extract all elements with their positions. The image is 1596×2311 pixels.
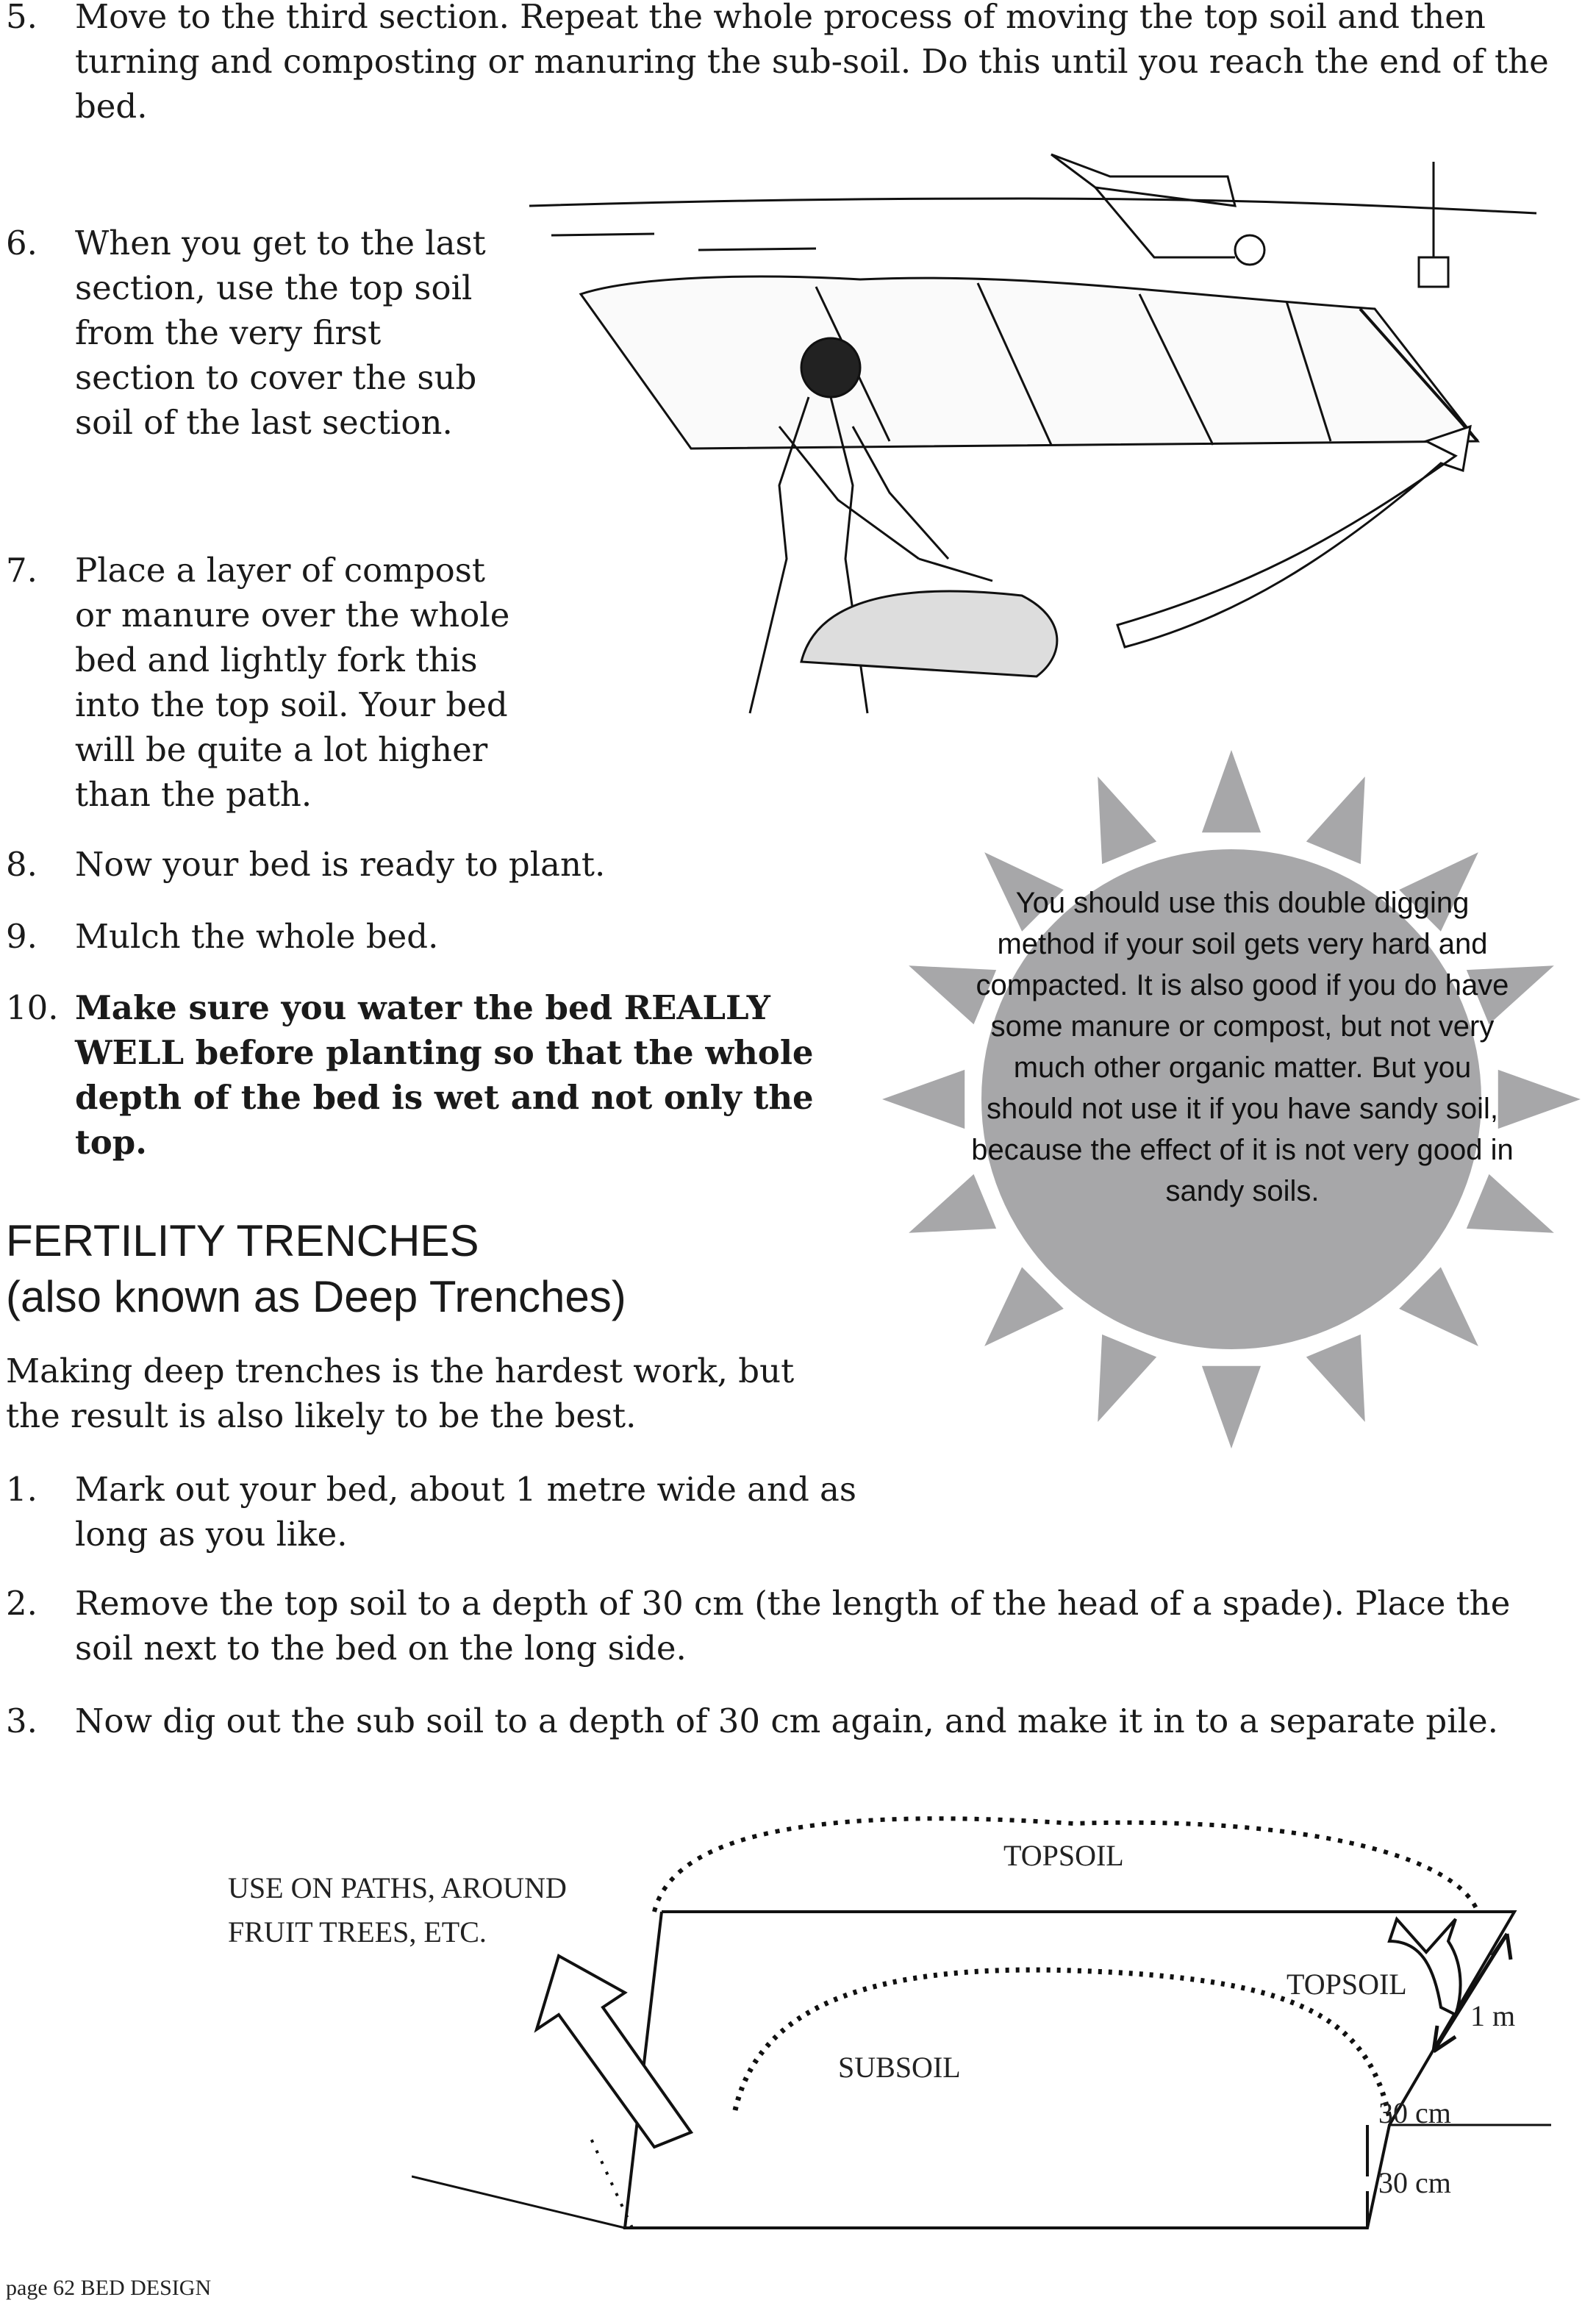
double-digging-illustration (507, 147, 1551, 735)
page-footer: page 62 BED DESIGN (6, 2276, 212, 2300)
label-use-on-paths: USE ON PATHS, AROUND FRUIT TREES, ETC. (228, 1871, 567, 1949)
step-number: 3. (6, 1701, 37, 1740)
wheelbarrow-icon (1051, 154, 1264, 265)
step-number: 8. (6, 845, 37, 884)
step-number: 9. (6, 917, 37, 956)
label-topsoil-right: TOPSOIL (1287, 1968, 1407, 2001)
sun-ray (1306, 1335, 1365, 1422)
step-1 (6, 1467, 859, 1557)
step-text: Remove the top soil to a depth of 30 cm (the length of the head of a spade). Place the soil next to the bed on the long side. (75, 1584, 1511, 1668)
sun-ray (1202, 1366, 1261, 1449)
sun-ray (882, 1070, 965, 1129)
step-8 (6, 842, 851, 887)
label-subsoil: SUBSOIL (838, 2051, 961, 2084)
sun-ray (1098, 1335, 1156, 1422)
step-6 (6, 221, 506, 445)
step-text: Make sure you water the bed REALLY WELL before planting so that the whole depth of the bed is wet and not only the top. (75, 988, 814, 1162)
step-text: Mark out your bed, about 1 metre wide and as long as you like. (75, 1470, 856, 1554)
step-number: 2. (6, 1584, 37, 1623)
spade-icon (1419, 162, 1448, 287)
arrow-to-paths (537, 1956, 691, 2147)
label-width-1m: 1 m (1470, 1999, 1516, 2032)
step-7 (6, 548, 513, 817)
sun-callout-text: You should use this double digging method if your soil gets very hard and compacted. It is also good if you do have some manure or compost, but not very much other organic matter. But you should not use it if you have sandy soil, because the effect of it is not very good in sandy soils. (971, 887, 1514, 1207)
step-number: 6. (6, 224, 37, 262)
step-9 (6, 914, 851, 959)
sun-ray (1098, 776, 1156, 864)
step-5 (6, 0, 1557, 129)
sun-ray (1306, 776, 1365, 864)
step-text: When you get to the last section, use the top soil from the very first section to cover the sub soil of the last section. (75, 224, 486, 442)
step-10 (6, 985, 859, 1165)
step-number: 1. (6, 1470, 37, 1509)
section-title: FERTILITY TRENCHES (6, 1216, 479, 1265)
sun-ray (1399, 1267, 1478, 1346)
step-number: 7. (6, 551, 37, 590)
step-text: Now your bed is ready to plant. (75, 845, 606, 884)
sun-ray (984, 1267, 1064, 1346)
step-text: Move to the third section. Repeat the whole process of moving the top soil and then turning and composting or manuring the sub-soil. Do this until you reach the end of the bed. (75, 0, 1549, 126)
label-depth-30cm-1: 30 cm (1378, 2096, 1451, 2129)
sun-ray (1202, 750, 1261, 832)
label-depth-30cm-2: 30 cm (1378, 2166, 1451, 2199)
step-2 (6, 1581, 1572, 1671)
section-intro: Making deep trenches is the hardest work, but the result is also likely to be the best. (6, 1351, 795, 1435)
section-subtitle: (also known as Deep Trenches) (6, 1272, 626, 1321)
step-number: 10. (6, 988, 59, 1027)
step-text: Place a layer of compost or manure over the whole bed and lightly fork this into the top soil. Your bed will be quite a lot higher than the path. (75, 551, 510, 814)
step-text: Mulch the whole bed. (75, 917, 439, 956)
step-3 (6, 1699, 1572, 1743)
label-topsoil-top: TOPSOIL (1003, 1839, 1124, 1872)
step-number: 5. (6, 0, 37, 36)
step-text: Now dig out the sub soil to a depth of 30 cm again, and make it in to a separate pile. (75, 1701, 1498, 1740)
